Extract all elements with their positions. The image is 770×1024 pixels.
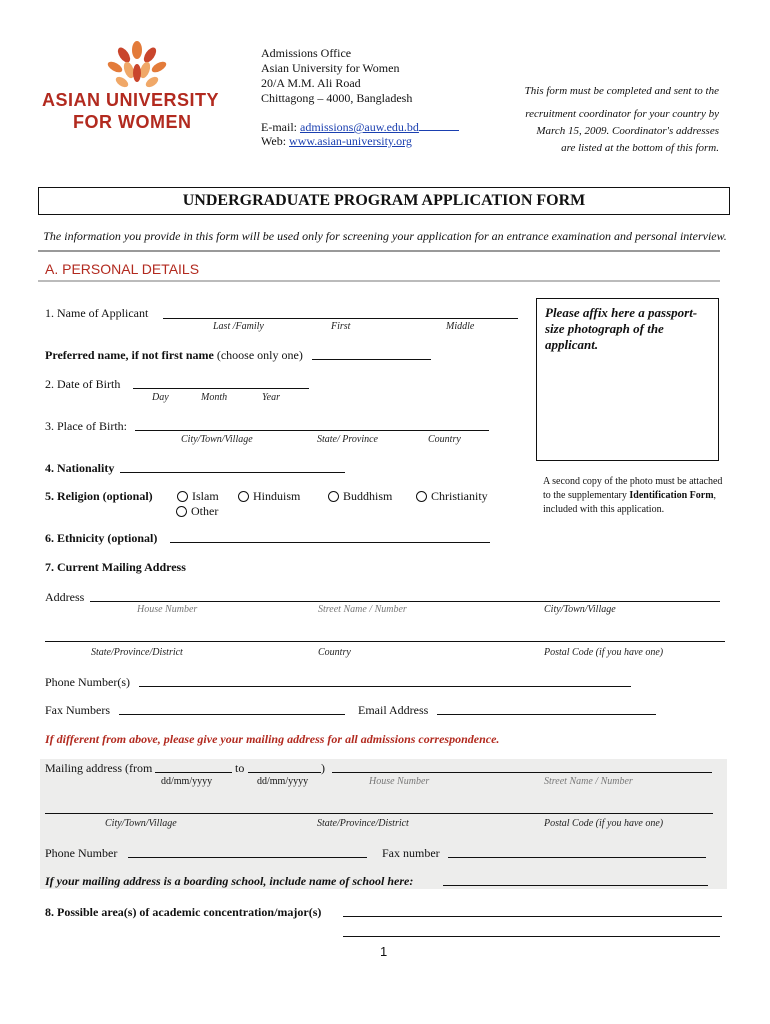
different-address-note: If different from above, please give your mailing address for all admissions correspondence. bbox=[45, 732, 500, 746]
dob-sub-month: Month bbox=[201, 392, 228, 403]
mailing-sub-street: Street Name / Number bbox=[544, 776, 633, 787]
mailing-heading: 7. Current Mailing Address bbox=[45, 560, 186, 574]
office-address-line2: Asian University for Women bbox=[261, 61, 400, 75]
photo-box[interactable] bbox=[536, 298, 719, 461]
intro-text: The information you provide in this form will be used only for screening your application for an entrance examination and personal interview. bbox=[43, 229, 727, 243]
deadline-note-line4: are listed at the bottom of this form. bbox=[561, 142, 719, 154]
dob-sub-day: Day bbox=[152, 392, 169, 403]
date-format-to: dd/mm/yyyy bbox=[257, 776, 309, 787]
paren-close: ) bbox=[321, 761, 325, 775]
religion-option-hinduism[interactable]: Hinduism bbox=[238, 489, 300, 504]
form-title-box bbox=[38, 187, 730, 215]
email-field-label: Email Address bbox=[358, 703, 429, 717]
pob-sub-city: City/Town/Village bbox=[181, 434, 253, 445]
radio-icon[interactable] bbox=[177, 491, 188, 502]
name-sub-last: Last /Family bbox=[213, 321, 264, 332]
preferred-input-line[interactable] bbox=[312, 359, 431, 360]
address-line2-input[interactable] bbox=[45, 641, 725, 642]
mailing-to-input[interactable] bbox=[248, 772, 321, 773]
name-sub-first: First bbox=[331, 321, 351, 332]
web-row bbox=[261, 134, 412, 149]
address-sub-postal: Postal Code (if you have one) bbox=[544, 647, 664, 658]
mailing-sub-city: City/Town/Village bbox=[105, 818, 177, 829]
photo-instruction: Please affix here a passport-size photograph of the applicant. bbox=[545, 305, 698, 352]
ethnicity-input-line[interactable] bbox=[170, 542, 490, 543]
pob-sub-country: Country bbox=[428, 434, 461, 445]
address-sub-street: Street Name / Number bbox=[318, 604, 407, 615]
form-title: UNDERGRADUATE PROGRAM APPLICATION FORM bbox=[182, 192, 586, 209]
preferred-hint: (choose only one) bbox=[216, 348, 303, 362]
address-sub-country: Country bbox=[318, 647, 351, 658]
web-label: Web: bbox=[261, 134, 287, 148]
fax-label: Fax Numbers bbox=[45, 703, 110, 717]
pob-input-line[interactable] bbox=[135, 430, 489, 431]
date-format-from: dd/mm/yyyy bbox=[161, 776, 213, 787]
pob-sub-state: State/ Province bbox=[317, 434, 378, 445]
divider bbox=[38, 250, 720, 252]
dob-label: 2. Date of Birth bbox=[45, 377, 121, 391]
email-row bbox=[261, 120, 459, 135]
name-input-line[interactable] bbox=[163, 318, 518, 319]
dob-sub-year: Year bbox=[262, 392, 280, 403]
mailing-to-label: to bbox=[235, 761, 245, 775]
fax-input-line[interactable] bbox=[119, 714, 345, 715]
radio-icon[interactable] bbox=[416, 491, 427, 502]
page-number: 1 bbox=[380, 944, 388, 959]
office-address-line1: Admissions Office bbox=[261, 46, 352, 60]
ethnicity-label: 6. Ethnicity (optional) bbox=[45, 531, 158, 545]
web-link[interactable]: www.asian-university.org bbox=[289, 134, 412, 148]
preferred-row bbox=[45, 348, 303, 363]
deadline-note-line1: This form must be completed and sent to the bbox=[524, 85, 719, 97]
mailing-address-input[interactable] bbox=[332, 772, 712, 773]
dob-input-line[interactable] bbox=[133, 388, 309, 389]
concentration-input-2[interactable] bbox=[343, 936, 720, 937]
lotus-logo-icon bbox=[102, 40, 172, 92]
address-sub-city: City/Town/Village bbox=[544, 604, 616, 615]
address-sub-state: State/Province/District bbox=[91, 647, 183, 658]
section-divider bbox=[38, 280, 720, 282]
email-label: E-mail: bbox=[261, 120, 297, 134]
religion-option-other[interactable]: Other bbox=[176, 504, 218, 519]
phone2-input-line[interactable] bbox=[128, 857, 367, 858]
mailing-from-input[interactable] bbox=[155, 772, 232, 773]
fax2-input-line[interactable] bbox=[448, 857, 706, 858]
address-input-line[interactable] bbox=[90, 601, 720, 602]
mailing-line2-input[interactable] bbox=[45, 813, 713, 814]
deadline-note-line3: March 15, 2009. Coordinator's addresses bbox=[536, 125, 719, 137]
fax2-label: Fax number bbox=[382, 846, 440, 860]
phone-input-line[interactable] bbox=[139, 686, 631, 687]
office-address-line3: 20/A M.M. Ali Road bbox=[261, 76, 361, 90]
email-input-line[interactable] bbox=[437, 714, 656, 715]
address-sub-house: House Number bbox=[137, 604, 198, 615]
radio-icon[interactable] bbox=[176, 506, 187, 517]
office-address-line4: Chittagong – 4000, Bangladesh bbox=[261, 91, 413, 105]
deadline-note-line2: recruitment coordinator for your country by bbox=[525, 108, 719, 120]
preferred-label: Preferred name, if not first name bbox=[45, 348, 214, 362]
name-label: 1. Name of Applicant bbox=[45, 306, 149, 320]
religion-option-christianity[interactable]: Christianity bbox=[416, 489, 488, 504]
photo-note-bold: Identification Form bbox=[629, 490, 714, 501]
concentration-label: 8. Possible area(s) of academic concentration/major(s) bbox=[45, 905, 322, 919]
photo-note-post: , included with this application. bbox=[543, 490, 717, 515]
name-sub-middle: Middle bbox=[446, 321, 475, 332]
logo-line2: FOR WOMEN bbox=[73, 112, 192, 132]
logo-line1: ASIAN UNIVERSITY bbox=[42, 90, 220, 110]
radio-icon[interactable] bbox=[238, 491, 249, 502]
mailing-sub-postal: Postal Code (if you have one) bbox=[544, 818, 664, 829]
email-link[interactable]: admissions@auw.edu.bd bbox=[300, 120, 419, 134]
phone2-label: Phone Number bbox=[45, 846, 118, 860]
religion-option-islam[interactable]: Islam bbox=[177, 489, 219, 504]
concentration-input-1[interactable] bbox=[343, 916, 722, 917]
photo-note bbox=[543, 475, 723, 517]
nationality-label: 4. Nationality bbox=[45, 461, 115, 475]
boarding-school-input[interactable] bbox=[443, 885, 708, 886]
address-label: Address bbox=[45, 590, 85, 604]
mailing-sub-house: House Number bbox=[369, 776, 430, 787]
radio-icon[interactable] bbox=[328, 491, 339, 502]
university-logo bbox=[42, 40, 232, 135]
mailing-sub-state: State/Province/District bbox=[317, 818, 409, 829]
section-a-heading: A. PERSONAL DETAILS bbox=[45, 261, 200, 277]
nationality-input-line[interactable] bbox=[120, 472, 345, 473]
religion-option-buddhism[interactable]: Buddhism bbox=[328, 489, 392, 504]
pob-label: 3. Place of Birth: bbox=[45, 419, 127, 433]
mailing-from-label: Mailing address (from bbox=[45, 761, 153, 775]
religion-label: 5. Religion (optional) bbox=[45, 489, 153, 503]
photo-note-pre: A second copy of the photo must be attached to the supplementary bbox=[543, 476, 723, 501]
phone-label: Phone Number(s) bbox=[45, 675, 130, 689]
boarding-school-note: If your mailing address is a boarding school, include name of school here: bbox=[45, 874, 414, 888]
